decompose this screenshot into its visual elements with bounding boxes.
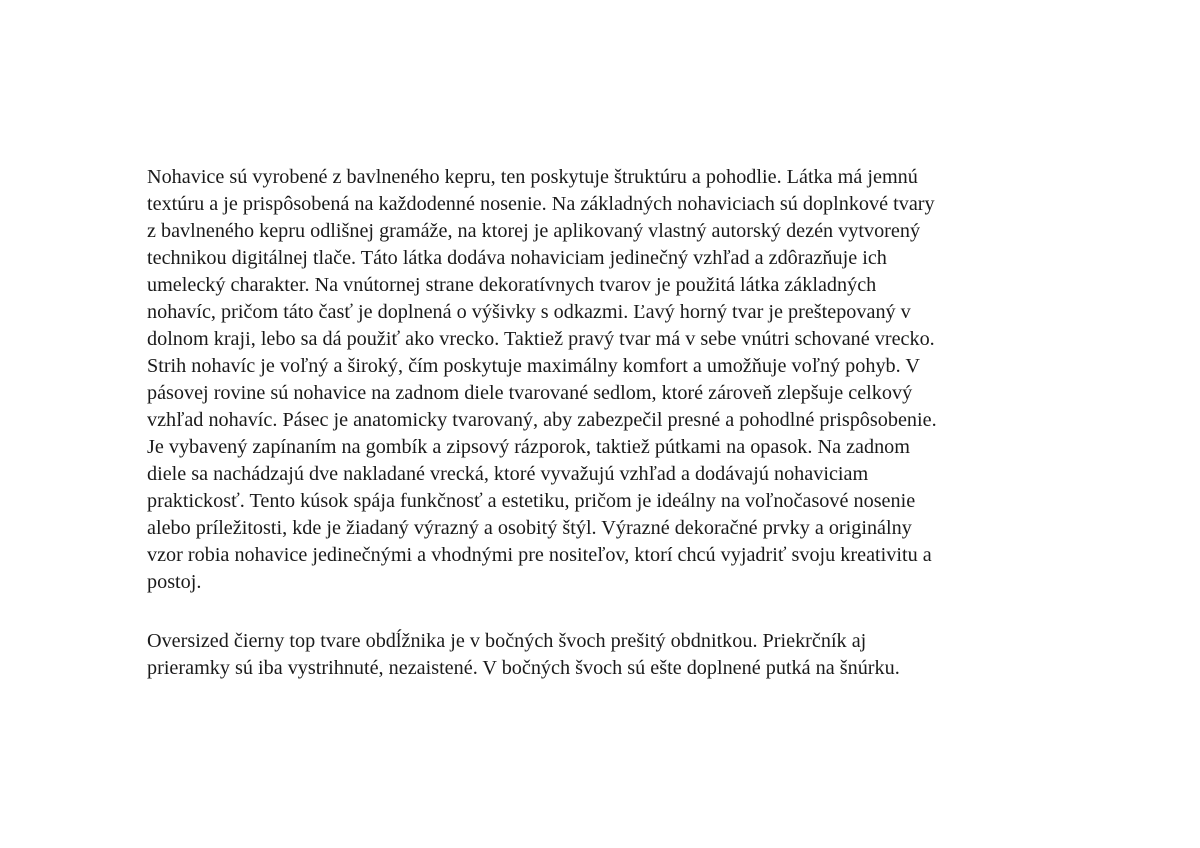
text-line: postoj. [147,571,202,593]
text-line: textúru a je prispôsobená na každodenné nosenie. Na základných nohaviciach sú doplnkové tvary [147,193,935,215]
paragraph-trousers-description [147,164,1053,596]
text-line: umelecký charakter. Na vnútornej strane dekoratívnych tvarov je použitá látka základných [147,274,877,296]
paragraph-top-description [147,628,1053,682]
text-line: z bavlneného kepru odlišnej gramáže, na ktorej je aplikovaný vlastný autorský dezén vytvorený [147,220,921,242]
text-line: pásovej rovine sú nohavice na zadnom diele tvarované sedlom, ktoré zároveň zlepšuje celkový [147,382,913,404]
text-line: Oversized čierny top tvare obdĺžnika je v bočných švoch prešitý obdnitkou. Priekrčník aj [147,630,867,652]
text-line: Je vybavený zapínaním na gombík a zipsový rázporok, taktiež pútkami na opasok. Na zadnom [147,436,910,458]
text-line: Nohavice sú vyrobené z bavlneného kepru, ten poskytuje štruktúru a pohodlie. Látka má jemnú [147,166,918,188]
text-line: nohavíc, pričom táto časť je doplnená o výšivky s odkazmi. Ľavý horný tvar je preštepovaný v [147,301,911,323]
text-line: Strih nohavíc je voľný a široký, čím poskytuje maximálny komfort a umožňuje voľný pohyb. V [147,355,920,377]
text-line: diele sa nachádzajú dve nakladané vrecká, ktoré vyvažujú vzhľad a dodávajú nohaviciam [147,463,869,485]
text-line: vzhľad nohavíc. Pásec je anatomicky tvarovaný, aby zabezpečil presné a pohodlné prispôsobenie. [147,409,937,431]
text-line: vzor robia nohavice jedinečnými a vhodnými pre nositeľov, ktorí chcú vyjadriť svoju kreativitu a [147,544,932,566]
text-line: technikou digitálnej tlače. Táto látka dodáva nohaviciam jedinečný vzhľad a zdôrazňuje ich [147,247,887,269]
text-line: praktickosť. Tento kúsok spája funkčnosť a estetiku, pričom je ideálny na voľnočasové nosenie [147,490,916,512]
text-line: prieramky sú iba vystrihnuté, nezaistené. V bočných švoch sú ešte doplnené putká na šnúrku. [147,657,900,679]
text-line: dolnom kraji, lebo sa dá použiť ako vrecko. Taktiež pravý tvar má v sebe vnútri schované vrecko. [147,328,935,350]
text-line: alebo príležitosti, kde je žiadaný výrazný a osobitý štýl. Výrazné dekoračné prvky a originálny [147,517,912,539]
